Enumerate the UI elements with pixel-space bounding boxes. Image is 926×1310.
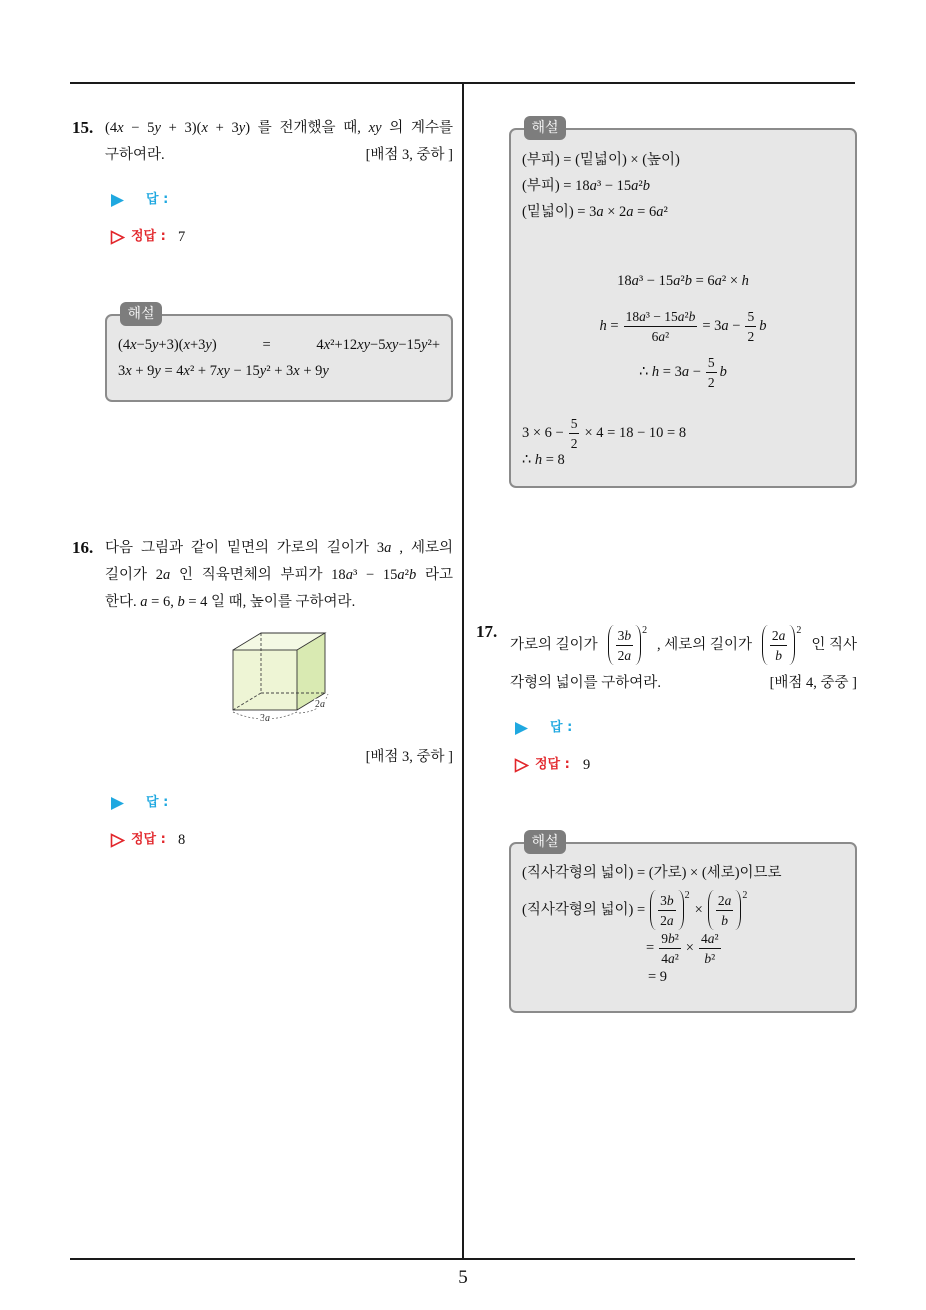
question-text-line: 다음 그림과 같이 밑면의 가로의 길이가 3a , 세로의 bbox=[105, 540, 453, 556]
question-text: , 세로의 길이가 bbox=[657, 637, 752, 653]
column-divider bbox=[462, 83, 464, 1259]
math-variable: b bbox=[704, 950, 712, 966]
fraction-denominator bbox=[770, 646, 788, 665]
equation-text bbox=[720, 362, 727, 382]
fraction-denominator: 2a bbox=[617, 647, 632, 663]
math-variable: a bbox=[163, 567, 171, 583]
math-variable: x bbox=[183, 363, 190, 379]
answer-marker-icon bbox=[110, 796, 125, 811]
math-variable: y bbox=[223, 363, 230, 379]
math-variable: x bbox=[357, 337, 364, 353]
fraction-numerator: 9b² bbox=[659, 929, 681, 949]
correct-answer-value: 7 bbox=[178, 229, 186, 245]
math-variable: x bbox=[216, 363, 224, 379]
answer-label: 답 : bbox=[550, 720, 573, 735]
question-text-line: 구하여라. bbox=[105, 147, 165, 163]
question-text: 인 직사 bbox=[811, 637, 857, 653]
right-paren bbox=[789, 625, 795, 665]
math-variable: y bbox=[322, 363, 329, 379]
math-variable: h bbox=[741, 273, 749, 289]
fraction-denominator: 2 bbox=[570, 435, 578, 451]
fraction-denominator: 6a² bbox=[651, 328, 670, 344]
parenthesized-fraction bbox=[608, 625, 648, 665]
solution-result: = 9 bbox=[648, 969, 668, 985]
fraction-denominator: 2a bbox=[660, 912, 674, 928]
problem-number: 17. bbox=[476, 622, 498, 641]
fraction bbox=[706, 353, 717, 392]
math-variable: x bbox=[125, 363, 132, 379]
solution-equation bbox=[646, 928, 723, 968]
math-variable: a bbox=[631, 273, 639, 289]
fraction-numerator: 5 bbox=[706, 353, 717, 373]
solution-line: (부피) = 18a³ − 15a²b bbox=[522, 178, 650, 194]
math-variable: a bbox=[666, 912, 674, 928]
left-paren bbox=[708, 890, 714, 930]
solution-line: (밑넓이) = 3a × 2a = 6a² bbox=[522, 204, 668, 220]
equation-operator: × bbox=[685, 940, 694, 956]
math-variable: b bbox=[409, 567, 417, 583]
correct-answer-label: 정답 : bbox=[535, 757, 570, 772]
equation-operator: × bbox=[694, 902, 703, 918]
math-variable: a bbox=[673, 273, 681, 289]
solution-tab: 해설 bbox=[120, 302, 162, 326]
math-variable: y bbox=[259, 363, 267, 379]
fraction bbox=[770, 626, 788, 665]
fraction-numerator: 2a bbox=[716, 891, 734, 911]
equation-text: h = bbox=[599, 318, 619, 334]
math-variable: b bbox=[177, 594, 185, 610]
solution-line: 3x + 9y = 4x² + 7xy − 15y² + 3x + 9y bbox=[118, 363, 329, 379]
math-variable: y bbox=[154, 120, 161, 136]
math-variable: x bbox=[117, 120, 124, 136]
fraction-numerator: 18a³ − 15a²b bbox=[624, 307, 698, 327]
exponent: 2 bbox=[796, 625, 802, 636]
math-variable: a bbox=[265, 713, 270, 724]
math-variable: y bbox=[154, 363, 161, 379]
math-variable: x bbox=[368, 120, 376, 136]
math-variable: a bbox=[624, 647, 632, 663]
fraction-numerator: 2a bbox=[770, 626, 788, 646]
question-text-line: (4x − 5y + 3)(x + 3y) 를 전개했을 때, xy 의 계수를 bbox=[105, 120, 454, 136]
solution-tab: 해설 bbox=[524, 830, 566, 854]
question-text: 가로의 길이가 bbox=[510, 637, 598, 653]
math-variable: y bbox=[363, 337, 371, 353]
right-paren bbox=[635, 625, 641, 665]
parenthesized-fraction bbox=[708, 890, 748, 930]
fraction bbox=[716, 891, 734, 930]
math-variable: a bbox=[714, 273, 722, 289]
question-text-line: 각형의 넓이를 구하여라. bbox=[510, 675, 661, 691]
math-variable: b bbox=[721, 912, 728, 928]
answer-label: 답 : bbox=[146, 795, 169, 810]
math-variable: b bbox=[719, 364, 727, 380]
math-variable: a bbox=[721, 318, 729, 334]
fraction bbox=[745, 307, 756, 346]
math-variable: b bbox=[624, 627, 632, 643]
bottom-rule bbox=[70, 1258, 855, 1260]
depth-label: 2a bbox=[315, 699, 325, 710]
fraction bbox=[658, 891, 676, 930]
equation-text: (직사각형의 넓이) = bbox=[522, 902, 646, 918]
math-variable: x bbox=[385, 337, 392, 353]
exponent: 2 bbox=[742, 890, 748, 901]
math-variable: b bbox=[688, 308, 696, 324]
solution-equation bbox=[509, 304, 857, 348]
question-text-line: 길이가 2a 인 직육면체의 부피가 18a³ − 15a²b 라고 bbox=[105, 567, 453, 583]
math-variable: a bbox=[667, 950, 675, 966]
left-paren bbox=[762, 625, 768, 665]
equation-text: ∴ h = 3a − bbox=[639, 364, 701, 380]
math-variable: b bbox=[684, 273, 692, 289]
math-variable: x bbox=[130, 337, 137, 353]
math-variable: b bbox=[775, 647, 783, 663]
score-info: [배점 3, 중하 ] bbox=[365, 147, 453, 163]
correct-answer-marker-icon bbox=[110, 833, 125, 848]
math-variable: a bbox=[397, 567, 405, 583]
right-paren bbox=[678, 890, 684, 930]
fraction-denominator: 2 bbox=[747, 328, 755, 344]
math-variable: b bbox=[759, 318, 767, 334]
answer-marker-icon bbox=[110, 193, 125, 208]
fraction-denominator bbox=[716, 911, 734, 930]
problem-number: 16. bbox=[72, 538, 94, 557]
fraction bbox=[569, 414, 580, 453]
math-variable: y bbox=[238, 120, 246, 136]
solution-equation bbox=[509, 350, 857, 394]
solution-box bbox=[105, 314, 453, 402]
math-variable: a bbox=[681, 364, 690, 380]
left-paren bbox=[650, 890, 656, 930]
parenthesized-fraction bbox=[650, 890, 690, 930]
math-variable: a bbox=[345, 567, 353, 583]
solution-equation bbox=[522, 888, 749, 932]
math-variable: y bbox=[205, 337, 212, 353]
math-variable: y bbox=[391, 337, 399, 353]
fraction-numerator: 5 bbox=[569, 414, 580, 434]
math-variable: a bbox=[320, 699, 325, 710]
math-variable: b bbox=[667, 930, 675, 946]
score-info: [배점 4, 중중 ] bbox=[769, 675, 857, 691]
equation-text: × 4 = 18 − 10 = 8 bbox=[584, 425, 687, 441]
correct-answer-marker-icon bbox=[110, 230, 125, 245]
math-variable: a bbox=[596, 204, 604, 220]
correct-answer-value: 8 bbox=[178, 832, 186, 848]
math-variable: a bbox=[677, 308, 685, 324]
math-variable: x bbox=[183, 337, 190, 353]
math-variable: a bbox=[631, 178, 639, 194]
solution-conclusion: ∴ h = 8 bbox=[522, 452, 565, 468]
math-variable: b bbox=[642, 178, 650, 194]
question-text-line bbox=[510, 623, 857, 667]
cuboid-figure bbox=[226, 626, 336, 724]
math-variable: x bbox=[323, 337, 331, 353]
math-variable: y bbox=[421, 337, 428, 353]
math-variable: a bbox=[658, 328, 666, 344]
solution-line: (4x−5y+3)(x+3y) = 4x²+12xy−5xy−15y²+ bbox=[118, 337, 440, 353]
math-variable: x bbox=[201, 120, 208, 136]
correct-answer-marker-icon bbox=[514, 758, 529, 773]
solution-calculation bbox=[522, 413, 689, 453]
math-variable: x bbox=[293, 363, 300, 379]
answer-marker-icon bbox=[514, 721, 529, 736]
fraction-denominator: b² bbox=[704, 950, 716, 966]
math-variable: a bbox=[626, 204, 634, 220]
left-paren bbox=[608, 625, 614, 665]
question-text-line: 한다. a = 6, b = 4 일 때, 높이를 구하여라. bbox=[105, 594, 356, 610]
correct-answer-value: 9 bbox=[583, 757, 591, 773]
right-paren bbox=[735, 890, 741, 930]
solution-equation: 18a³ − 15a²b = 6a² × h bbox=[617, 273, 749, 289]
math-variable: a bbox=[656, 204, 664, 220]
math-variable: a bbox=[778, 627, 786, 643]
math-variable: b bbox=[666, 892, 674, 908]
equation-text: = bbox=[646, 940, 655, 956]
fraction-denominator: 4a² bbox=[661, 950, 679, 966]
solution-tab: 해설 bbox=[524, 116, 566, 140]
exponent: 2 bbox=[684, 890, 690, 901]
cuboid-front-face bbox=[233, 650, 297, 710]
equation-text: 3 × 6 − bbox=[522, 425, 564, 441]
math-variable: a bbox=[384, 540, 392, 556]
correct-answer-label: 정답 : bbox=[131, 229, 166, 244]
problem-number: 15. bbox=[72, 118, 94, 137]
fraction-numerator: 3b bbox=[616, 626, 634, 646]
fraction bbox=[624, 307, 698, 346]
math-variable: y bbox=[151, 337, 159, 353]
math-variable: a bbox=[140, 594, 148, 610]
math-variable: a bbox=[707, 930, 715, 946]
score-info: [배점 3, 중하 ] bbox=[365, 749, 453, 765]
math-variable: h bbox=[651, 364, 660, 380]
math-variable: a bbox=[589, 178, 597, 194]
correct-answer-label: 정답 : bbox=[131, 832, 166, 847]
solution-line: (부피) = (밑넓이) × (높이) bbox=[522, 152, 680, 168]
math-variable: a bbox=[639, 308, 646, 324]
fraction-numerator: 4a² bbox=[699, 929, 721, 949]
math-variable: h bbox=[599, 318, 607, 334]
math-variable: y bbox=[375, 120, 382, 136]
fraction bbox=[699, 929, 721, 968]
fraction-numerator: 5 bbox=[745, 307, 756, 327]
fraction-numerator: 3b bbox=[658, 891, 676, 911]
equation-text: = 3a − bbox=[702, 318, 741, 334]
solution-line: (직사각형의 넓이) = (가로) × (세로)이므로 bbox=[522, 865, 782, 881]
math-variable: h bbox=[534, 452, 543, 468]
fraction bbox=[616, 626, 634, 665]
parenthesized-fraction bbox=[762, 625, 802, 665]
fraction bbox=[659, 929, 681, 968]
math-variable: a bbox=[724, 892, 732, 908]
answer-label: 답 : bbox=[146, 192, 169, 207]
exponent: 2 bbox=[642, 625, 648, 636]
width-label: 3a bbox=[260, 713, 270, 724]
equation-text bbox=[759, 316, 766, 336]
fraction-denominator: 2 bbox=[707, 374, 715, 390]
page-number: 5 bbox=[458, 1267, 468, 1288]
